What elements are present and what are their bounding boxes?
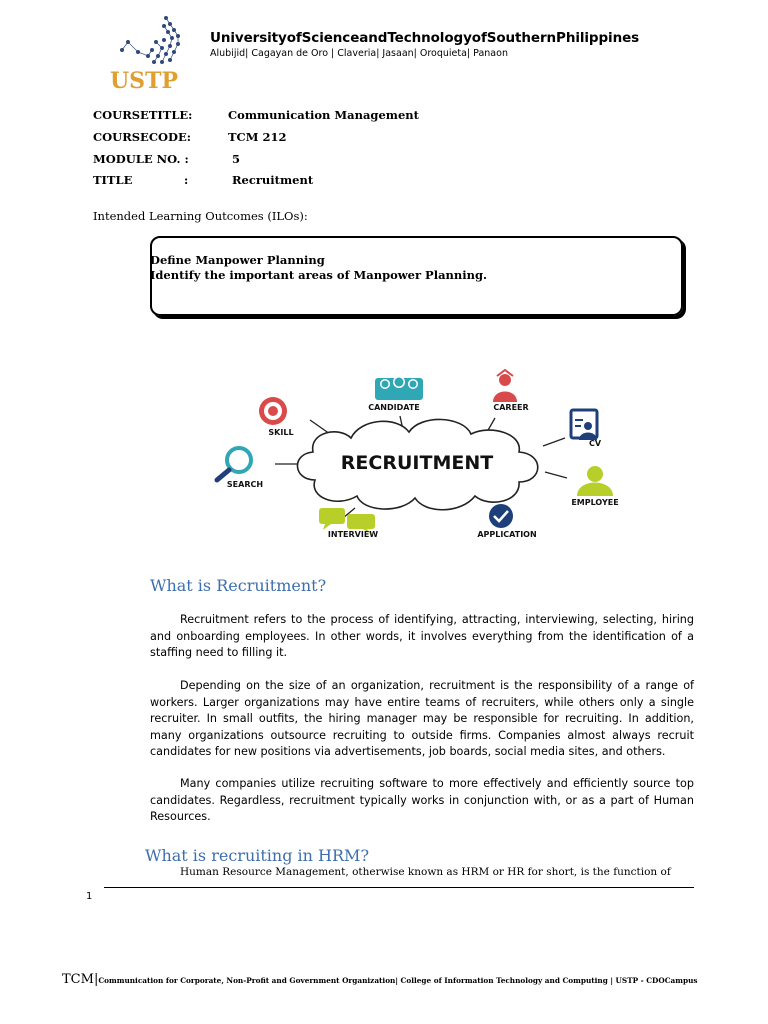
paragraph <box>150 776 694 826</box>
footer <box>62 968 698 987</box>
paragraph <box>150 678 694 761</box>
title-value: Recruitment <box>232 173 314 187</box>
title-label: TITLE <box>93 173 133 187</box>
footer-rule <box>104 887 694 888</box>
diagram-center-label: RECRUITMENT <box>340 452 494 474</box>
search-icon <box>217 448 251 480</box>
label-candidate: CANDIDATE <box>368 403 420 412</box>
label-employee: EMPLOYEE <box>571 498 619 507</box>
footer-divider: | <box>93 972 99 987</box>
hrm-paragraph: Human Resource Management, otherwise known as HRM or HR for short, is the function of <box>180 866 671 878</box>
cv-icon <box>571 410 597 440</box>
ustp-logo <box>108 12 194 94</box>
ilo-item: Identify the important areas of Manpower Planning. <box>150 268 488 282</box>
application-icon <box>489 504 513 528</box>
label-search: SEARCH <box>226 480 264 489</box>
section-heading-recruitment: What is Recruitment? <box>150 576 327 595</box>
page-number: 1 <box>86 891 93 902</box>
paragraph-text: Many companies utilize recruiting software to more effectively and efficiently source top candidates. Regardless, recruitment typically works in conjunction with, or as a part of Human Resources. <box>150 777 694 823</box>
label-application: APPLICATION <box>477 530 537 539</box>
label-cv: CV <box>588 439 602 448</box>
label-skill: SKILL <box>268 428 294 437</box>
module-no-value: 5 <box>232 152 241 166</box>
course-code-label: COURSECODE: <box>93 130 191 144</box>
label-career: CAREER <box>493 403 529 412</box>
paragraph-text: Recruitment refers to the process of identifying, attracting, interviewing, selecting, hiring and onboarding employees. In other words, it involves everything from the identification of a staffing need to filling it. <box>150 613 694 659</box>
ilo-label: Intended Learning Outcomes (ILOs): <box>93 209 308 223</box>
title-separator: : <box>184 173 189 187</box>
course-code-value: TCM 212 <box>228 130 287 144</box>
paragraph-text: Depending on the size of an organization, recruitment is the responsibility of a range of workers. Larger organizations may have entire teams of recruiters, while others only a single recruiter. In small outfits, the hiring manager may be responsible for recruiting. In addition, many organizations outsource recruiting to outside firms. Companies almost always recruit candidates for new positions via advertisements, job boards, social media sites, and others. <box>150 679 694 758</box>
course-title-label: COURSETITLE: <box>93 108 193 122</box>
paragraph <box>150 612 694 662</box>
footer-text: Communication for Corporate, Non-Profit and Government Organization| College of Information Technology and Computing | USTP - CDOCampus <box>98 976 698 985</box>
label-interview: INTERVIEW <box>327 530 379 539</box>
employee-icon <box>577 466 613 496</box>
course-title-value: Communication Management <box>228 108 419 122</box>
module-no-label: MODULE NO. : <box>93 152 189 166</box>
recruitment-diagram <box>205 368 635 543</box>
candidate-icon <box>375 376 423 400</box>
career-icon <box>493 370 517 402</box>
logo-text: USTP <box>110 68 178 94</box>
section-heading-hrm: What is recruiting in HRM? <box>145 846 370 865</box>
skill-icon <box>259 397 287 425</box>
ilo-item: Define Manpower Planning <box>150 253 325 267</box>
footer-tcm: TCM <box>62 972 94 987</box>
university-name: UniversityofScienceandTechnologyofSouthernPhilippines <box>210 30 640 46</box>
campus-list: Alubijid| Cagayan de Oro | Claveria| Jasaan| Oroquieta| Panaon <box>210 48 508 59</box>
